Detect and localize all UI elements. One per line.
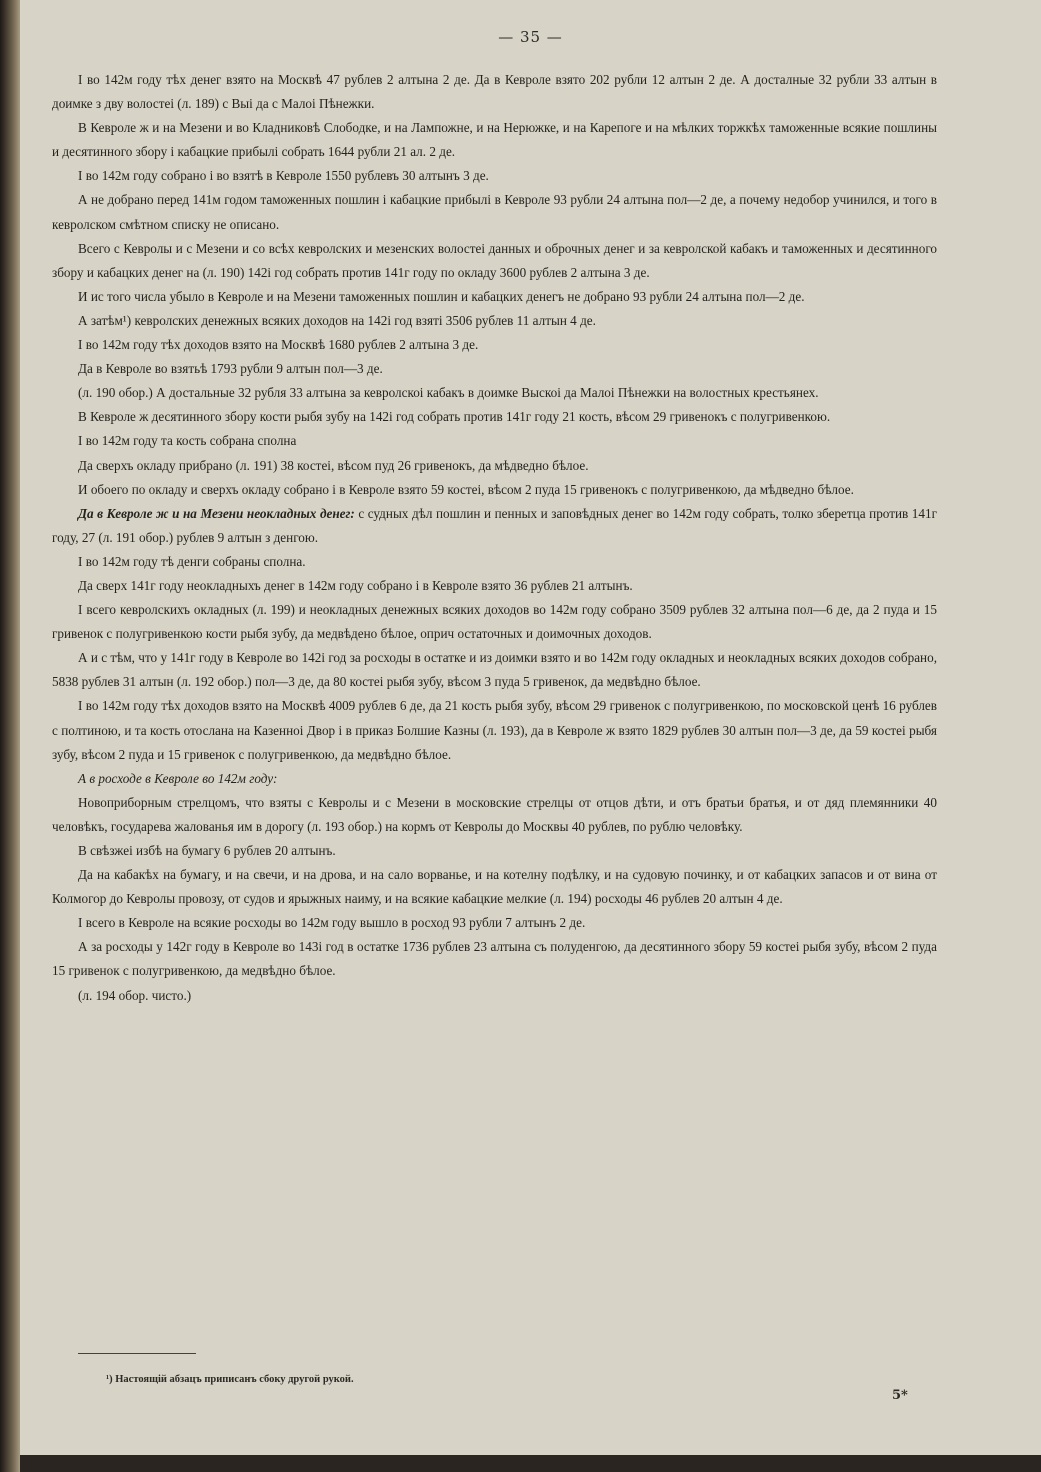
paragraph: I во 142м году тѣх доходов взято на Москвѣ 4009 рублев 6 де, да 21 кость рыбя зубу, вѣсом 29 гривенок с полугривенкою, по московской ценѣ 16 рублев с полтиною, и та кость отослана на Казенноі Двор і в приказ Болшие Казны (л. 193), да в Кевроле ж взято 1829 рублев 30 алтын пол—3 де, да 59 костеі рыбя зубу, вѣсом 2 пуда и 15 гривенок с полугривенкою, да медвѣдно бѣлое. — [52, 698, 937, 762]
paragraph: I всего кевролскихъ окладных (л. 199) и неокладных денежных всяких доходов во 142м году собрано 3509 рублев 32 алтына пол—6 де, да 2 пуда и 15 гривенок с полугривенкою кости рыбя зубу, да медвѣдено бѣлое, оприч остаточных и доимочных доходов. — [52, 602, 937, 642]
body-text — [52, 68, 937, 1008]
paragraph: А затѣм¹) кевролских денежных всяких доходов на 142і год взяті 3506 рублев 11 алтын 4 де. — [78, 312, 596, 328]
paragraph: I во 142м году та кость собрана сполна — [78, 433, 297, 449]
paragraph: И ис того числа убыло в Кевроле и на Мезени таможенных пошлин и кабацких денегъ не добрано 93 рубли 24 алтына пол—2 де. — [78, 288, 805, 304]
paragraph: I во 142м году собрано і во взятѣ в Кевроле 1550 рублевъ 30 алтынъ 3 де. — [78, 168, 489, 184]
paragraph: В Кевроле ж и на Мезени и во Кладниковѣ Слободке, и на Лампожне, и на Нерюжке, и на Карепоге и на мѣлких торжкѣх таможенные всякие пошлины и десятинного збору і кабацкие прибылі собрать 1644 рубли 21 ал. 2 де. — [52, 120, 937, 160]
paragraph: Всего с Кевролы и с Мезени и со всѣх кевролских и мезенских волостеі данных и оброчных денег и за кевролской кабакъ и таможенных и десятинного збору и кабацких денег на (л. 190) 142і год собрать против 141г году по окладу 3600 рублев 2 алтына 3 де. — [52, 240, 937, 280]
document-page — [20, 0, 1041, 1455]
italic-lead: Да в Кевроле ж и на Мезени неокладных денег: — [78, 505, 355, 521]
paragraph: А и с тѣм, что у 141г году в Кевроле во 142і год за росходы в остатке и из доимки взято и во 142м году окладных и неокладных всяких доходов собрано, 5838 рублев 31 алтын (л. 192 обор.) пол—3 де, да 80 костеі рыбя зубу, вѣсом 3 пуда 5 гривенок, да медвѣдно бѣлое. — [52, 650, 937, 690]
book-binding — [0, 0, 20, 1472]
paragraph: А за росходы у 142г году в Кевроле во 143і год в остатке 1736 рублев 23 алтына съ полуденгою, да десятинного збору 59 костеі рыбя зубу, вѣсом 2 пуда 15 гривенок с полугривенкою, да медвѣдно бѣлое. — [52, 939, 937, 979]
footnote-divider — [78, 1353, 196, 1354]
paragraph-rest: с судных дѣл пошлин и пенных и заповѣдных денег во 142м году собрать, толко зберетца против 141г году, 27 (л. 191 обор.) рублев 9 алтын з денгою. — [52, 505, 937, 545]
page-number: — 35 — — [498, 28, 563, 46]
footnote: ¹) Настоящій абзацъ приписанъ сбоку другой рукой. — [106, 1374, 354, 1385]
paragraph: В Кевроле ж десятинного збору кости рыбя зубу на 142і год собрать против 141г году 21 кость, вѣсом 29 гривенокъ с полугривенкою. — [78, 409, 831, 425]
page-bottom-edge — [20, 1455, 1041, 1472]
paragraph: Да сверх 141г году неокладныхъ денег в 142м году собрано і в Кевроле взято 36 рублев 21 алтынъ. — [78, 577, 633, 593]
paragraph: В свѣзжеі избѣ на бумагу 6 рублев 20 алтынъ. — [78, 843, 336, 858]
paragraph: И обоего по окладу и сверхъ окладу собрано і в Кевроле взято 59 костеі, вѣсом 2 пуда 15 гривенокъ с полугривенкою, да мѣдведно бѣлое. — [78, 481, 854, 497]
paragraph: I во 142м году тѣх доходов взято на Москвѣ 1680 рублев 2 алтына 3 де. — [78, 337, 479, 353]
paragraph: Да на кабакѣх на бумагу, и на свечи, и на дрова, и на сало ворванье, и на котелну подѣлку, и на судовую починку, и от кабацких запасов и от вина от Колмогор до Кевролы провозу, от судов и ярыжных наиму, и на всякие кабацкие мелкие (л. 194) росходы 46 рублев 20 алтын 4 де. — [52, 867, 937, 907]
paragraph: Новоприборным стрелцомъ, что взяты с Кевролы и с Мезени в московские стрелцы от отцов дѣти, и отъ братьи братья, и от дяд племянники 40 человѣкъ, государева жалованья им в дорогу (л. 193 обор.) на кормъ от Кевролы до Москвы 40 рублев, по рублю человѣку. — [52, 794, 937, 834]
paragraph: А не добрано перед 141м годом таможенных пошлин і кабацкие прибылі в Кевроле 93 рубли 24 алтына пол—2 де, а почему недобор учинился, и того в кевролском смѣтном списку не описано. — [52, 192, 937, 232]
paragraph: I всего в Кевроле на всякие росходы во 142м году вышло в росход 93 рубли 7 алтынъ 2 де. — [78, 915, 586, 931]
signature-mark: 5* — [892, 1388, 908, 1403]
paragraph: I во 142м году тѣ денги собраны сполна. — [78, 553, 306, 569]
paragraph-with-italic-lead — [52, 502, 937, 550]
paragraph: (л. 194 обор. чисто.) — [78, 987, 192, 1003]
section-heading: А в росходе в Кевроле во 142м году: — [78, 770, 278, 786]
paragraph: Да сверхъ окладу прибрано (л. 191) 38 костеі, вѣсом пуд 26 гривенокъ, да мѣдведно бѣлое. — [78, 457, 589, 473]
paragraph: Да в Кевроле во взятьѣ 1793 рубли 9 алтын пол—3 де. — [78, 361, 383, 377]
paragraph: (л. 190 обор.) А достальные 32 рубля 33 алтына за кевролскоі кабакъ в доимке Выскоі да Малоі Пѣнежки на волостных крестьянех. — [78, 385, 819, 401]
paragraph: I во 142м году тѣх денег взято на Москвѣ 47 рублев 2 алтына 2 де. Да в Кевроле взято 202 рубли 12 алтын 2 де. А досталные 32 рубли 33 алтын в доимке з дву волостеі (л. 189) с Выі да с Малоі Пѣнежки. — [52, 72, 937, 112]
